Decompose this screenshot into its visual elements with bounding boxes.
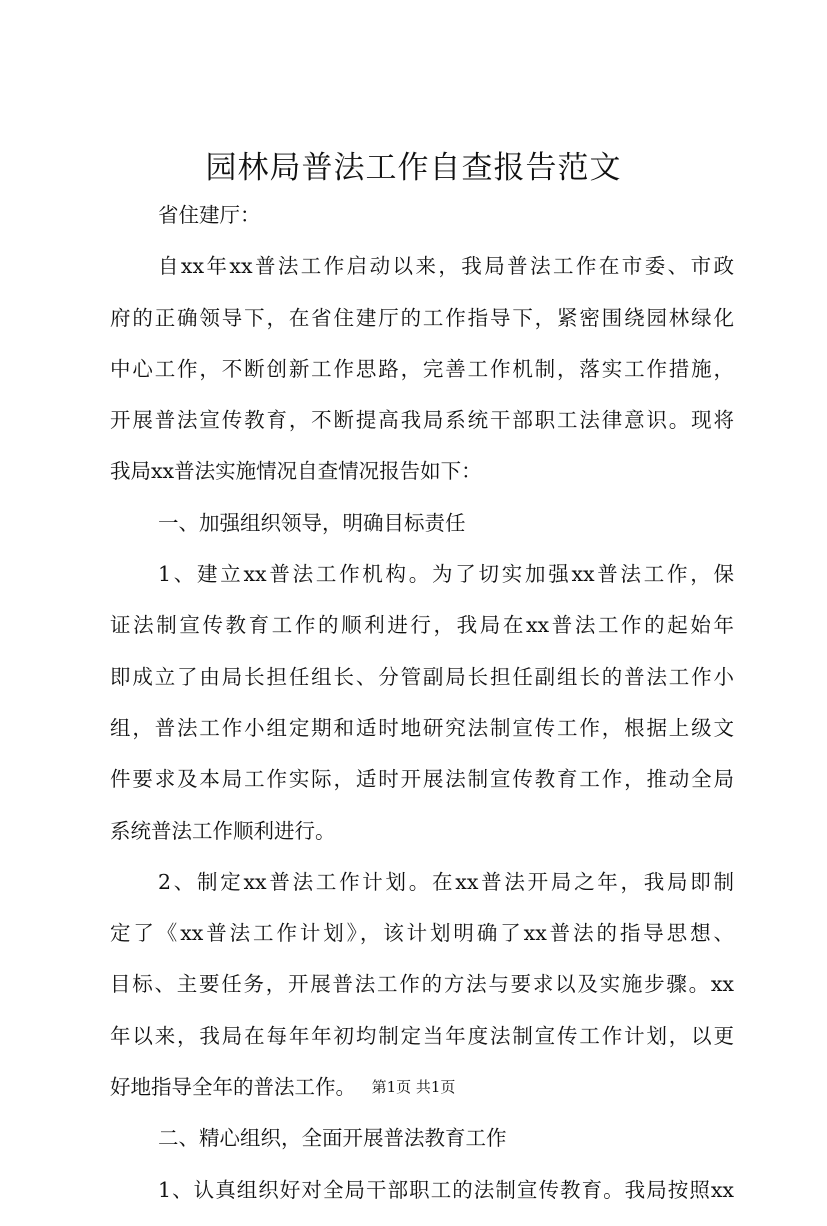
body-line: 系统普法工作顺利进行。	[110, 818, 336, 843]
body-line: 定了《xx普法工作计划》，该计划明确了xx普法的指导思想、	[110, 921, 734, 946]
body-line: 1、建立xx普法工作机构。为了切实加强xx普法工作，保	[158, 562, 734, 587]
body-line: 府的正确领导下，在省住建厅的工作指导下，紧密围绕园林绿化	[110, 305, 734, 330]
body-line: 目标、主要任务，开展普法工作的方法与要求以及实施步骤。xx	[110, 972, 734, 997]
body-line: 开展普法宣传教育，不断提高我局系统干部职工法律意识。现将	[110, 408, 734, 433]
body-line: 省住建厅：	[158, 203, 261, 227]
body-line: 2、制定xx普法工作计划。在xx普法开局之年，我局即制	[158, 869, 734, 894]
body-line: 证法制宣传教育工作的顺利进行，我局在xx普法工作的起始年	[110, 613, 734, 638]
section-heading: 二、精心组织，全面开展普法教育工作	[158, 1126, 507, 1151]
body-line: 自xx年xx普法工作启动以来，我局普法工作在市委、市政	[158, 254, 734, 279]
body-line: 即成立了由局长担任组长、分管副局长担任副组长的普法工作小	[110, 664, 734, 689]
document-title: 园林局普法工作自查报告范文	[205, 150, 622, 186]
body-line: 中心工作，不断创新工作思路，完善工作机制，落实工作措施，	[110, 356, 734, 381]
page-footer: 第1页 共1页	[371, 1078, 456, 1096]
section-heading: 一、加强组织领导，明确目标责任	[158, 510, 466, 535]
body-line: 我局xx普法实施情况自查情况报告如下：	[110, 459, 482, 484]
body-line: 年以来，我局在每年年初均制定当年度法制宣传工作计划，以更	[110, 1023, 734, 1048]
body-line: 件要求及本局工作实际，适时开展法制宣传教育工作，推动全局	[110, 767, 734, 792]
document-body	[110, 200, 734, 1226]
body-line: 1、认真组织好对全局干部职工的法制宣传教育。我局按照xx	[158, 1177, 734, 1202]
body-line: 组，普法工作小组定期和适时地研究法制宣传工作，根据上级文	[110, 715, 734, 740]
body-line: 好地指导全年的普法工作。	[110, 1075, 356, 1100]
